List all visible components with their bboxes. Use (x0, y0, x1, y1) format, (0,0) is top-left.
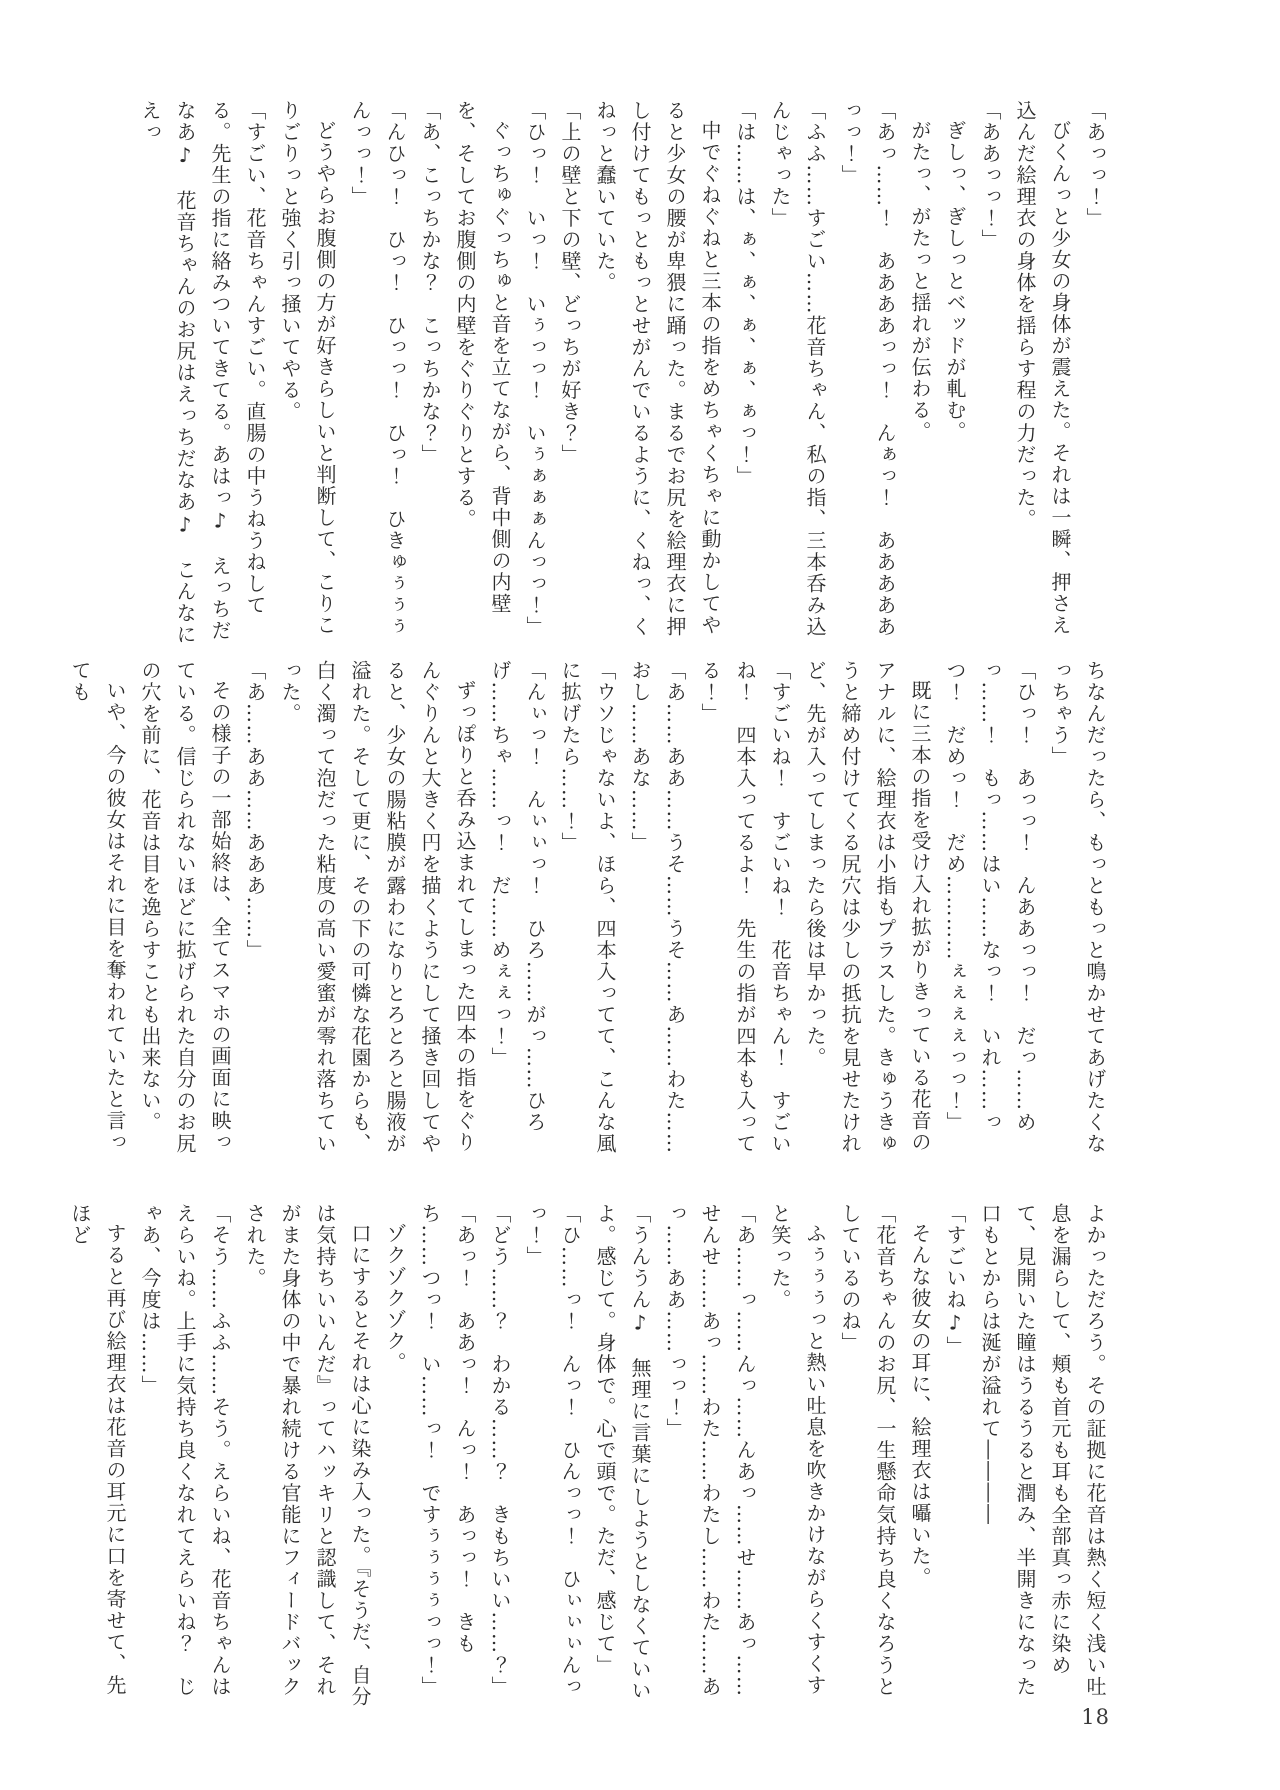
paragraph: 「あっっ！」 (1083, 100, 1107, 229)
paragraph: 既に三本の指を受け入れ拡がりきっている花音のアナルに、絵理衣は小指もプラスした。きゅうきゅうと締め付けてくる尻穴は少しの抵抗を見せたけれど、先が入ってしまったら後は早かった。 (803, 660, 932, 1155)
paragraph: よかっただろう。その証拠に花音は熱く短く浅い吐息を漏らして、頬も首元も耳も全部真っ赤に染めて、見開いた瞳はうるうると潤み、半開きになった口もとからは涎が溢れて―――― (978, 1203, 1107, 1698)
paragraph: 「あ、こっちかな？ こっちかな？」 (418, 100, 442, 466)
paragraph: 「ひっ！ あっっ！ んああっっ！ だっ……めっ……！ もっ……はい……なっ！ いれ……っつ！ だめっ！ だめ…………ぇぇぇぇっっ！」 (943, 660, 1037, 1133)
paragraph: すると再び絵理衣は花音の耳元に口を寄せて、先ほど (68, 1203, 127, 1696)
paragraph: 「ひ……っ！ んっ！ ひんっっ！ ひぃぃぃんっっ！」 (523, 1203, 582, 1698)
paragraph: がたっ、がたっと揺れが伝わる。 (908, 120, 932, 443)
paragraph: びくんっと少女の身体が震えた。それは一瞬、押さえ込んだ絵理衣の身体を揺らす程の力だった。 (1013, 100, 1072, 636)
text-band-middle (68, 660, 1112, 1172)
paragraph: 「あ……っ……んっ……んあっ……せ……あっ……せんせ……あっ……わた……わたし……わた……あっ……ああ……っっ！」 (663, 1203, 757, 1698)
paragraph: 「そう……ふふ……そう。えらいね、花音ちゃんはえらいね。上手に気持ち良くなれてえらいね？ じゃあ、今度は……」 (138, 1203, 232, 1698)
paragraph: 「ウソじゃないよ、ほら、四本入ってて、こんな風に拡げたら……！」 (558, 660, 617, 1155)
paragraph: ふぅぅぅっと熱い吐息を吹きかけながらくすくすと笑った。 (768, 1203, 827, 1696)
paragraph: そんな彼女の耳に、絵理衣は囁いた。 (908, 1223, 932, 1589)
paragraph: ずっぽりと呑み込まれてしまった四本の指をぐりんぐりんと大きく円を描くようにして掻き回してやると、少女の腸粘膜が露わになりとろとろと腸液が溢れた。そして更に、その下の可憐な花園からも、白く濁って泡だった粘度の高い愛蜜が零れ落ちていった。 (278, 660, 477, 1155)
paragraph: 「あっ……！ ああああっっ！ んぁっ！ あああああっっ！」 (838, 100, 897, 638)
paragraph: ゾクゾクゾク。 (383, 1223, 407, 1374)
paragraph: どうやらお腹側の方が好きらしいと判断して、こりこりごりっと強く引っ掻いてやる。 (278, 100, 337, 636)
paragraph: 口にするとそれは心に染み入った。『そうだ、自分は気持ちいいんだ』ってハッキリと認識して、それがまた身体の中で暴れ続ける官能にフィードバックされた。 (243, 1203, 372, 1708)
paragraph: いや、今の彼女はそれに目を奪われていたと言っても (68, 660, 127, 1153)
paragraph: 「ふふ……すごい……花音ちゃん、私の指、三本呑み込んじゃった」 (768, 100, 827, 638)
text-band-bottom (68, 1203, 1112, 1708)
paragraph: 「花音ちゃんのお尻、一生懸命気持ち良くなろうとしているのね」 (838, 1203, 897, 1698)
paragraph: 中でぐねぐねと三本の指をめちゃくちゃに動かしてやると少女の腰が卑猥に踊った。まるでお尻を絵理衣に押し付けてもっともっとせがんでいるように、くねっ、くねっと蠢いていた。 (593, 100, 722, 638)
paragraph: 「すごいね！ すごいね！ 花音ちゃん！ すごいね！ 四本入ってるよ！ 先生の指が四本も入ってる！」 (698, 660, 792, 1155)
paragraph: 「すごいね♪」 (943, 1203, 967, 1358)
paragraph: 「あ……ああ……うそ……うそ……あ……わた……おし……あな……」 (628, 660, 687, 1155)
text-band-top (138, 100, 1112, 650)
paragraph: ぎしっ、ぎしっとベッドが軋む。 (943, 120, 967, 443)
paragraph: ぐっちゅぐっちゅと音を立てながら、背中側の内壁を、そしてお腹側の内壁をぐりぐりとする。 (453, 100, 512, 615)
paragraph: 「すごい、花音ちゃんすごい。直腸の中うねうねしてる。先生の指に絡みついてきてる。あはっ♪ えっちだなあ♪ 花音ちゃんのお尻はえっちだなあ♪ こんなにえっ (138, 100, 267, 646)
paragraph: 「ひっ！ いっ！ いぅっっ！ いぅぁぁぁんっっ！」 (523, 100, 547, 638)
paragraph: 「あっ！ ああっ！ んっ！ あっっ！ きもち……つっ！ い……っ！ ですぅぅぅぅっっ！」 (418, 1203, 477, 1698)
paragraph: 「んぃっ！ んぃぃっ！ ひろ……がっ……ひろげ……ちゃ……っ！ だ……めぇぇっ！」 (488, 660, 547, 1133)
paragraph: その様子の一部始終は、全てスマホの画面に映っている。信じられないほどに拡げられた自分のお尻の穴を前に、花音は目を逸らすことも出来ない。 (138, 660, 232, 1155)
paragraph: 「は……は、ぁ、ぁ、ぁ、ぁ、ぁっ！」 (733, 100, 757, 487)
paragraph: 「んひっ！ ひっ！ ひっっ！ ひっ！ ひきゅぅぅぅんっっ！」 (348, 100, 407, 638)
page-number: 18 (1081, 1705, 1110, 1729)
paragraph: 「上の壁と下の壁、どっちが好き？」 (558, 100, 582, 466)
paragraph: 「あ……ああ……あああ……」 (243, 660, 267, 961)
paragraph: 「どう……？ わかる……？ きもちいい……？」 (488, 1203, 512, 1698)
paragraph: 「うんうん♪ 無理に言葉にしようとしなくていいよ。感じて。身体で。心で頭で。ただ、感じて」 (593, 1203, 652, 1702)
paragraph: ちなんだったら、もっともっと鳴かせてあげたくなっちゃう」 (1048, 660, 1107, 1155)
paragraph: 「ああっっ！」 (978, 100, 1002, 251)
